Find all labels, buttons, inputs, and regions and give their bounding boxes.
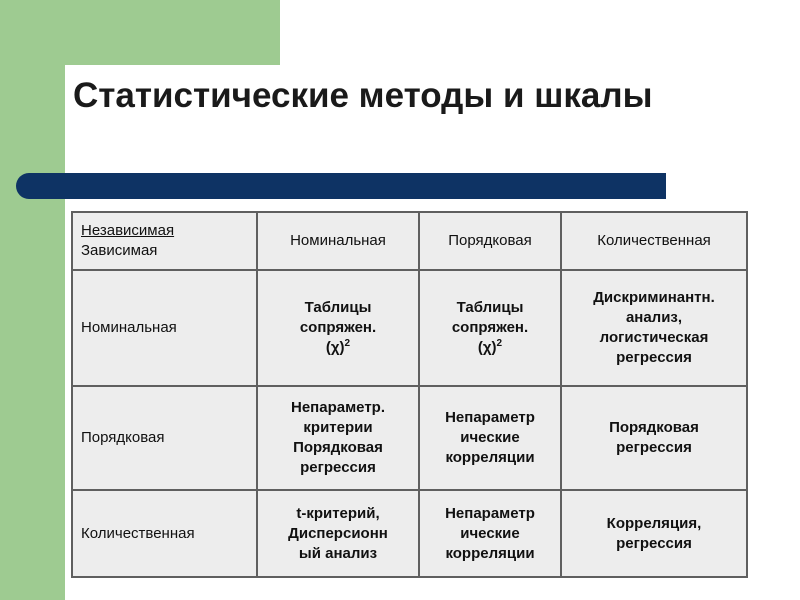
column-header-quantitative: Количественная: [561, 212, 747, 270]
independent-label: Независимая: [81, 222, 175, 239]
table-row-nominal: [72, 270, 747, 386]
table-row-ordinal: [72, 386, 747, 490]
methods-table: [71, 211, 748, 578]
cell-ordinal-ordinal: Непараметр ические корреляции: [419, 386, 561, 490]
table-corner-cell: [72, 212, 257, 270]
dependent-label: Зависимая: [81, 242, 158, 259]
cell-quantitative-quantitative: Корреляция, регрессия: [561, 490, 747, 577]
row-header-ordinal: Порядковая: [72, 386, 257, 490]
cell-quantitative-ordinal: Непараметр ические корреляции: [419, 490, 561, 577]
cell-ordinal-nominal: Непараметр. критерии Порядковая регрессия: [257, 386, 419, 490]
row-header-nominal: Номинальная: [72, 270, 257, 386]
cell-nominal-ordinal: Таблицы сопряжен. $(\chi)^2$: [419, 270, 561, 386]
row-header-quantitative: Количественная: [72, 490, 257, 577]
title-underline-bar: [16, 173, 666, 199]
cell-nominal-quantitative: Дискриминантн. анализ, логистическая регрессия: [561, 270, 747, 386]
column-header-ordinal: Порядковая: [419, 212, 561, 270]
table-row-quantitative: [72, 490, 747, 577]
cell-nominal-nominal: Таблицы сопряжен. $(\chi)^2$: [257, 270, 419, 386]
slide-title: Статистические методы и шкалы: [73, 76, 653, 115]
cell-quantitative-nominal: t-критерий, Дисперсионн ый анализ: [257, 490, 419, 577]
table-header-row: [72, 212, 747, 270]
cell-ordinal-quantitative: Порядковая регрессия: [561, 386, 747, 490]
column-header-nominal: Номинальная: [257, 212, 419, 270]
